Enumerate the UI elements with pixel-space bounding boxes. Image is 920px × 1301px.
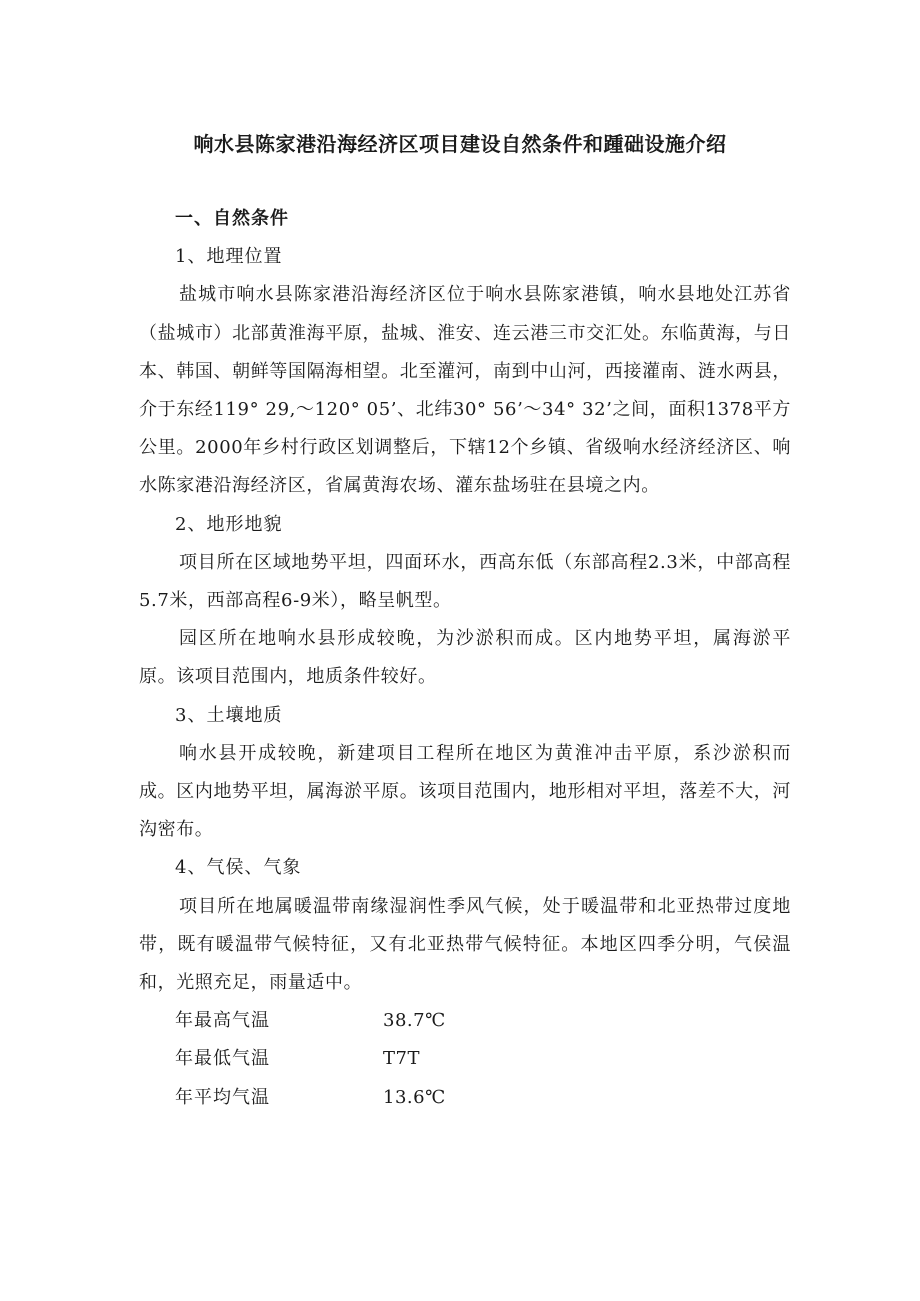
paragraph-terrain-2: 园区所在地响水县形成较晚，为沙淤积而成。区内地势平坦，属海淤平原。该项目范围内，地质条件较好。 <box>139 628 791 688</box>
subheading-terrain: 2、地形地貌 <box>175 513 283 535</box>
paragraph-soil-geology: 响水县开成较晚，新建项目工程所在地区为黄淮冲击平原，系沙淤积而成。区内地势平坦，属海淤平原。该项目范围内，地形相对平坦，落差不大，河沟密布。 <box>139 742 791 841</box>
paragraph-climate: 项目所在地属暖温带南缘湿润性季风气候，处于暖温带和北亚热带过度地带，既有暖温带气候特征，又有北亚热带气候特征。本地区四季分明，气侯温和，光照充足，雨量适中。 <box>139 895 791 994</box>
climate-value: 38.7℃ <box>383 1010 446 1032</box>
subheading-geographic-location: 1、地理位置 <box>175 246 283 268</box>
climate-row-avg-temp <box>139 1079 791 1117</box>
climate-label: 年平均气温 <box>175 1086 270 1108</box>
climate-value: T7T <box>383 1048 420 1070</box>
climate-row-max-temp <box>139 1002 791 1040</box>
document-title: 响水县陈家港沿海经济区项目建设自然条件和踵础设施介绍 <box>193 132 727 156</box>
section-heading-natural-conditions: 一、自然条件 <box>175 208 289 229</box>
subheading-climate: 4、气侯、气象 <box>175 857 302 879</box>
climate-label: 年最低气温 <box>175 1048 270 1070</box>
climate-value: 13.6℃ <box>383 1086 446 1108</box>
paragraph-geographic-location: 盐城市响水县陈家港沿海经济区位于响水县陈家港镇，响水县地处江苏省（盐城市）北部黄淮海平原，盐城、淮安、连云港三市交汇处。东临黄海，与日本、韩国、朝鲜等国隔海相望。北至灌河，南到中山河，西接灌南、涟水两县，介于东经119° 29,～120° 05’、北纬30° 56’～34° 32’之间，面积1378平方公里。2000年乡村行政区划调整后，下辖12个乡镇、省级响水经济经济区、响水陈家港沿海经济区，省属黄海农场、灌东盐场驻在县境之内。 <box>139 284 791 497</box>
paragraph-terrain-1: 项目所在区域地势平坦，四面环水，西高东低（东部高程2.3米，中部高程5.7米，西部高程6-9米），略呈帆型。 <box>139 551 791 612</box>
subheading-soil-geology: 3、土壤地质 <box>175 704 283 726</box>
climate-row-min-temp <box>139 1040 791 1078</box>
climate-label: 年最高气温 <box>175 1010 270 1032</box>
document-body <box>139 200 791 1117</box>
